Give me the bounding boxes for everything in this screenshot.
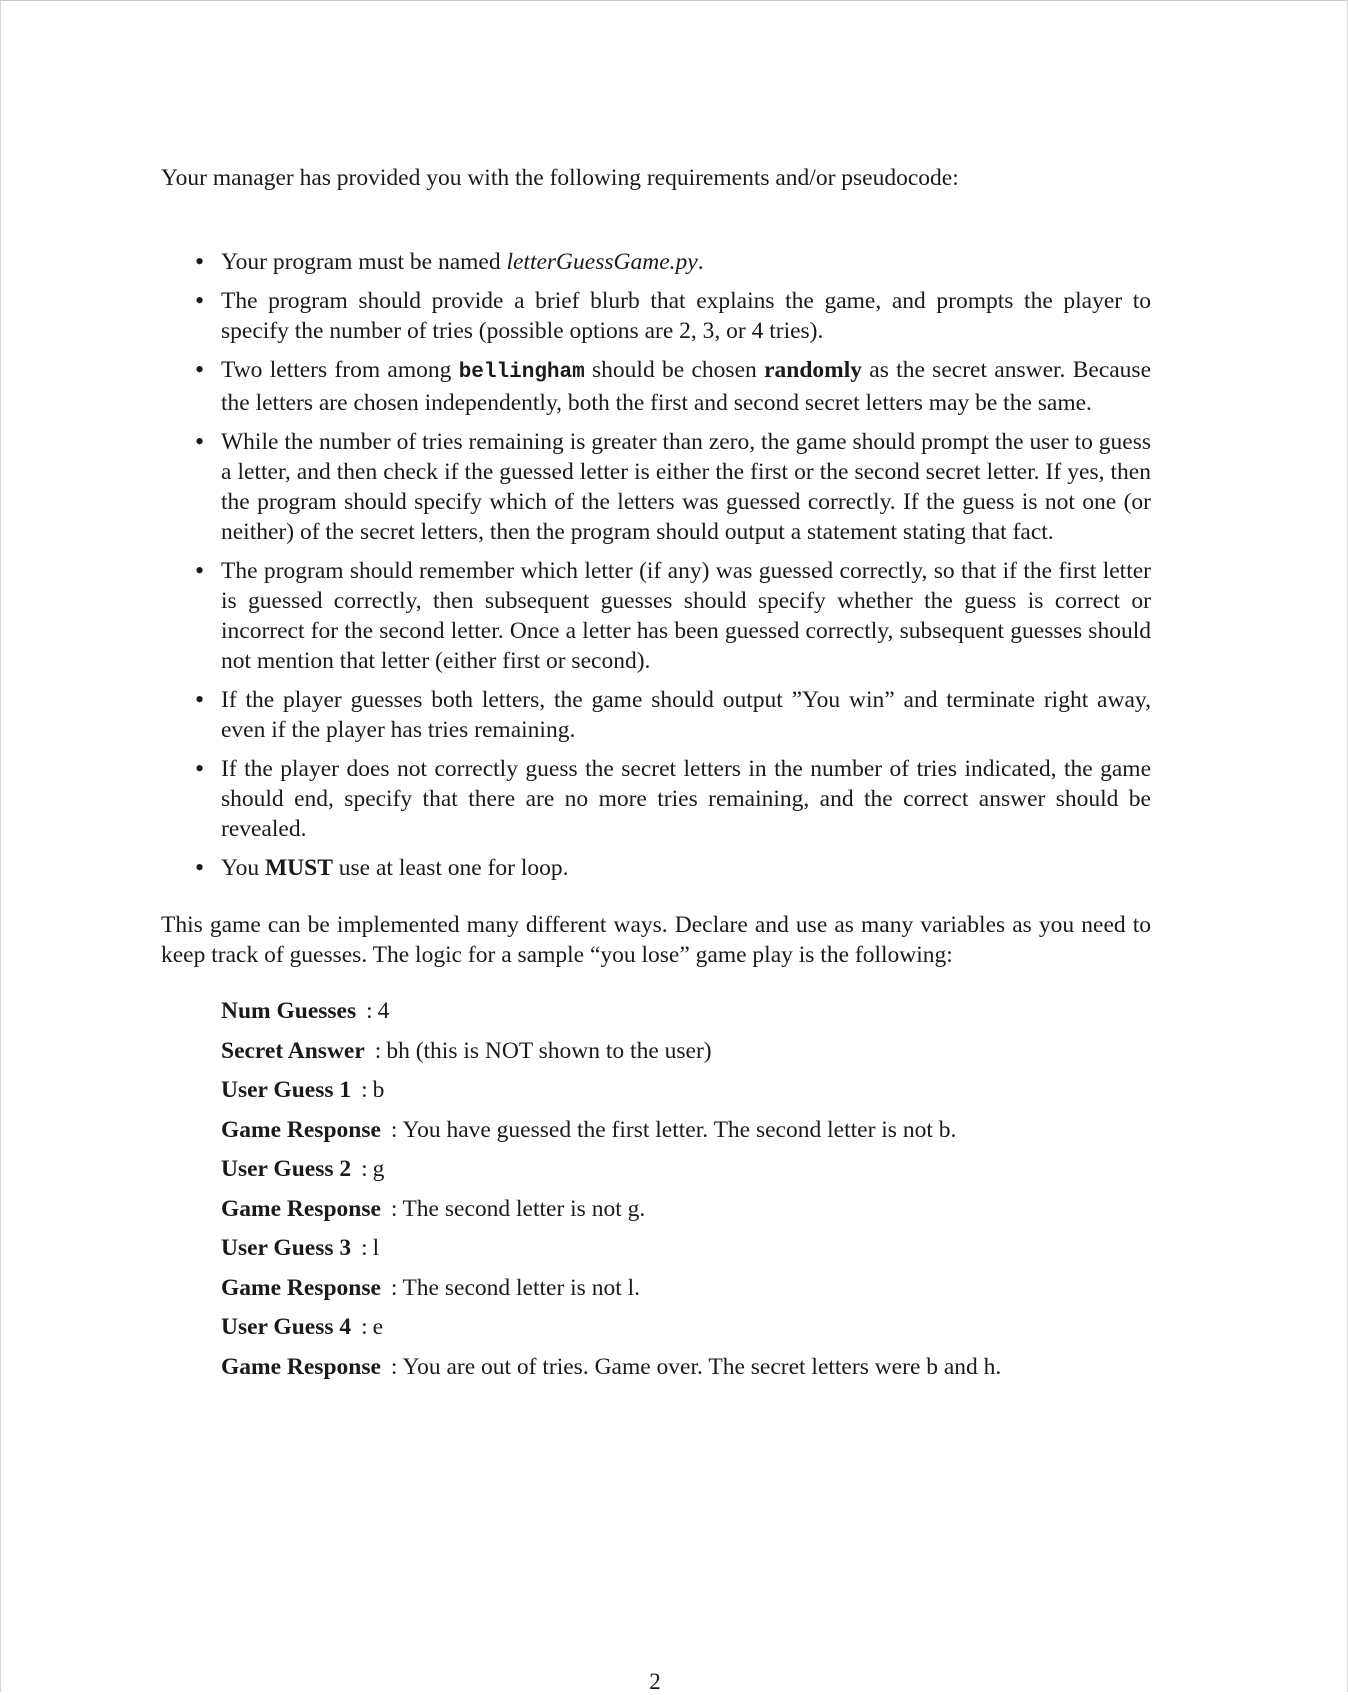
- sample-row: [221, 996, 1151, 1026]
- sample-separator: :: [361, 1235, 368, 1261]
- emphasis-text: randomly: [764, 357, 862, 383]
- sample-separator: :: [374, 1037, 382, 1064]
- sample-row: [221, 1036, 1151, 1066]
- sample-value: The second letter is not g.: [402, 1195, 646, 1222]
- page-content: [161, 163, 1151, 1391]
- sample-value: l: [372, 1235, 380, 1261]
- requirement-item: • If the player guesses both letters, the game should output ”You win” and terminate right away, even if the player has tries remaining.: [221, 685, 1151, 745]
- requirement-text: Your program must be named: [221, 249, 507, 275]
- sample-intro-paragraph: This game can be implemented many different ways. Declare and use as many variables as you need to keep track of guesses. The logic for a sample “you lose” game play is the following:: [161, 912, 1151, 968]
- sample-row: [221, 1154, 1151, 1184]
- sample-value: You have guessed the first letter. The second letter is not b.: [402, 1116, 957, 1143]
- requirement-text: Two letters from among: [221, 357, 459, 383]
- requirement-text: .: [697, 249, 704, 275]
- sample-separator: :: [390, 1116, 398, 1143]
- intro-paragraph: Your manager has provided you with the following requirements and/or pseudocode:: [161, 165, 959, 191]
- sample-gameplay: [221, 996, 1151, 1382]
- page-number: 2: [649, 1669, 661, 1694]
- sample-row: [221, 1312, 1151, 1342]
- requirement-item: [221, 355, 1151, 418]
- sample-separator: :: [361, 1156, 368, 1182]
- requirement-item: • The program should provide a brief blurb that explains the game, and prompts the player to specify the number of tries (possible options are 2, 3, or 4 tries).: [221, 286, 1151, 346]
- sample-key: User Guess 4: [221, 1314, 352, 1340]
- requirement-item: [221, 247, 1151, 277]
- sample-value: e: [372, 1314, 384, 1340]
- requirement-item: • While the number of tries remaining is greater than zero, the game should prompt the user to guess a letter, and then check if the guessed letter is either the first or the second secret letter. If yes, then the program should specify which of the letters was guessed correctly. If the guess is not one (or neither) of the secret letters, then the program should output a statement stating that fact.: [221, 427, 1151, 547]
- sample-value: 4: [377, 998, 390, 1024]
- sample-key: User Guess 1: [221, 1077, 352, 1103]
- requirement-text: as the secret answer. Because the letters are chosen independently, both the first and second secret letters may be the same.: [221, 357, 1152, 416]
- code-word: bellingham: [458, 361, 585, 384]
- sample-value: g: [372, 1156, 385, 1182]
- sample-value: b: [372, 1077, 385, 1103]
- sample-value: bh (this is NOT shown to the user): [386, 1037, 712, 1064]
- sample-row: [221, 1352, 1151, 1382]
- sample-key: Game Response: [221, 1274, 381, 1301]
- requirement-text: should be chosen: [584, 357, 765, 383]
- sample-key: Num Guesses: [221, 998, 357, 1024]
- sample-key: Game Response: [221, 1195, 381, 1222]
- requirements-list: [161, 247, 1151, 883]
- sample-key: Game Response: [221, 1116, 381, 1143]
- requirement-item: • The program should remember which letter (if any) was guessed correctly, so that if the first letter is guessed correctly, then subsequent guesses should specify whether the guess is correct or incorrect for the second letter. Once a letter has been guessed correctly, subsequent guesses should not mention that letter (either first or second).: [221, 556, 1151, 676]
- sample-key: Game Response: [221, 1353, 381, 1380]
- sample-row: [221, 1075, 1151, 1105]
- requirement-item: [221, 853, 1151, 883]
- sample-row: [221, 1273, 1151, 1303]
- requirement-item: • If the player does not correctly guess the secret letters in the number of tries indicated, the game should end, specify that there are no more tries remaining, and the correct answer should be revealed.: [221, 754, 1151, 844]
- sample-separator: :: [361, 1077, 368, 1103]
- sample-separator: :: [366, 998, 373, 1024]
- sample-row: [221, 1115, 1151, 1145]
- sample-value: The second letter is not l.: [402, 1274, 641, 1301]
- sample-key: Secret Answer: [221, 1037, 365, 1064]
- sample-key: User Guess 2: [221, 1156, 352, 1182]
- sample-separator: :: [390, 1274, 398, 1301]
- sample-value: You are out of tries. Game over. The secret letters were b and h.: [402, 1353, 1002, 1380]
- program-filename: letterGuessGame.py: [506, 249, 698, 275]
- sample-key: User Guess 3: [221, 1235, 352, 1261]
- sample-separator: :: [390, 1195, 398, 1222]
- requirement-text: You: [221, 855, 265, 881]
- sample-row: [221, 1194, 1151, 1224]
- sample-row: [221, 1233, 1151, 1263]
- sample-separator: :: [361, 1314, 368, 1340]
- requirement-text: use at least one for loop.: [332, 855, 569, 881]
- emphasis-text: MUST: [265, 855, 333, 881]
- sample-separator: :: [390, 1353, 398, 1380]
